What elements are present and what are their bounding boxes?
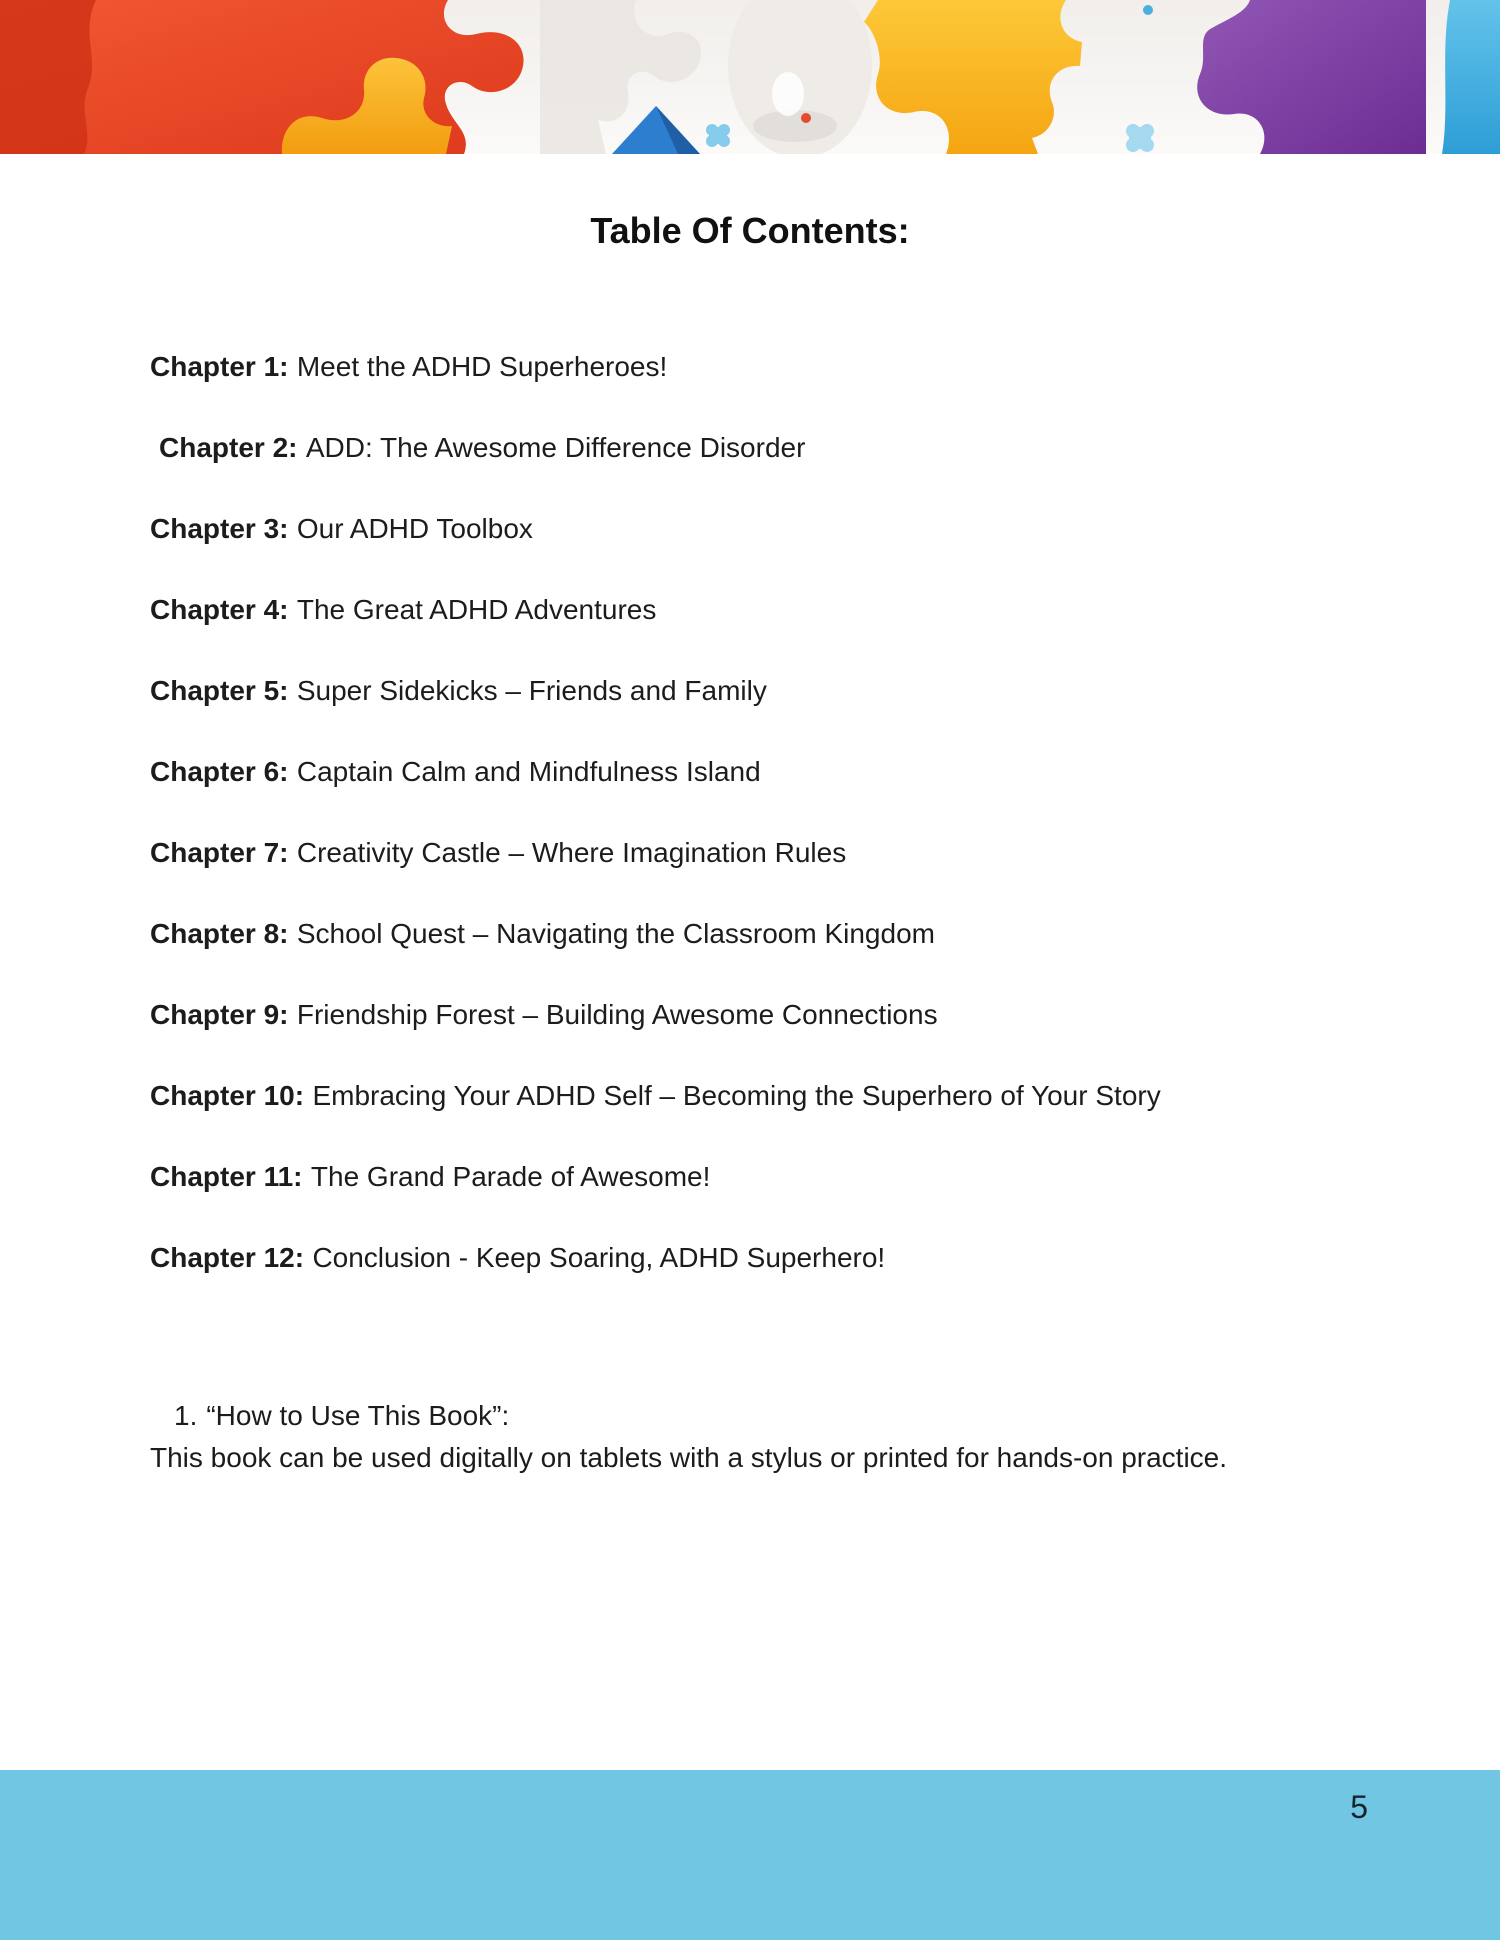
- chapter-title: Friendship Forest – Building Awesome Connections: [296, 999, 938, 1030]
- chapter-title: Super Sidekicks – Friends and Family: [296, 675, 767, 706]
- sky-blue-piece: [1442, 0, 1500, 154]
- chapter-title: The Grand Parade of Awesome!: [310, 1161, 711, 1192]
- chapter-label: Chapter 6:: [150, 756, 289, 787]
- small-blue-dot: [1143, 5, 1153, 15]
- page-footer: [0, 1770, 1500, 1940]
- note-paragraph: This book can be used digitally on tablets with a stylus or printed for hands-on practice.: [150, 1442, 1228, 1473]
- chapter-label: Chapter 5:: [150, 675, 289, 706]
- small-blue-puzzle-bit: [1126, 124, 1154, 152]
- chapter-item-5: [150, 674, 1460, 708]
- soft-shadow: [753, 110, 837, 142]
- chapter-label: Chapter 9:: [150, 999, 289, 1030]
- header-image: [0, 0, 1500, 154]
- chapter-item-12: [150, 1241, 1460, 1275]
- chapter-title: School Quest – Navigating the Classroom Kingdom: [296, 918, 935, 949]
- page-title: Table Of Contents:: [590, 210, 910, 251]
- chapter-title: Captain Calm and Mindfulness Island: [296, 756, 761, 787]
- chapter-item-8: [150, 917, 1460, 951]
- white-highlight: [772, 72, 804, 116]
- chapter-title: Creativity Castle – Where Imagination Rules: [296, 837, 847, 868]
- chapter-title: Our ADHD Toolbox: [296, 513, 533, 544]
- chapter-item-10: [150, 1079, 1460, 1113]
- table-of-contents-list: [0, 350, 1500, 1275]
- chapter-label: Chapter 4:: [150, 594, 289, 625]
- chapter-label: Chapter 11:: [150, 1161, 303, 1192]
- note-heading: “How to Use This Book”:: [206, 1400, 510, 1431]
- note-number: 1.: [174, 1400, 198, 1431]
- chapter-title: ADD: The Awesome Difference Disorder: [305, 432, 806, 463]
- chapter-label: Chapter 8:: [150, 918, 289, 949]
- chapter-item-11: [150, 1160, 1460, 1194]
- chapter-item-1: [150, 350, 1460, 384]
- chapter-title: Conclusion - Keep Soaring, ADHD Superhero!: [312, 1242, 886, 1273]
- usage-notes: [0, 1395, 1500, 1479]
- chapter-item-3: [150, 512, 1460, 546]
- puzzle-pieces-illustration: [0, 0, 1500, 154]
- small-red-dot: [801, 113, 811, 123]
- page-number: 5: [1350, 1789, 1368, 1825]
- chapter-item-6: [150, 755, 1460, 789]
- chapter-label: Chapter 3:: [150, 513, 289, 544]
- chapter-label: Chapter 7:: [150, 837, 289, 868]
- chapter-title: Meet the ADHD Superheroes!: [296, 351, 668, 382]
- chapter-item-2: [150, 431, 1460, 465]
- chapter-label: Chapter 1:: [150, 351, 289, 382]
- chapter-label: Chapter 10:: [150, 1080, 305, 1111]
- chapter-item-9: [150, 998, 1460, 1032]
- chapter-label: Chapter 12:: [150, 1242, 305, 1273]
- chapter-label: Chapter 2:: [159, 432, 298, 463]
- small-blue-puzzle-bit: [706, 124, 730, 147]
- chapter-title: Embracing Your ADHD Self – Becoming the Superhero of Your Story: [312, 1080, 1161, 1111]
- note-list-item: [150, 1395, 1460, 1437]
- chapter-item-4: [150, 593, 1460, 627]
- chapter-item-7: [150, 836, 1460, 870]
- chapter-title: The Great ADHD Adventures: [296, 594, 657, 625]
